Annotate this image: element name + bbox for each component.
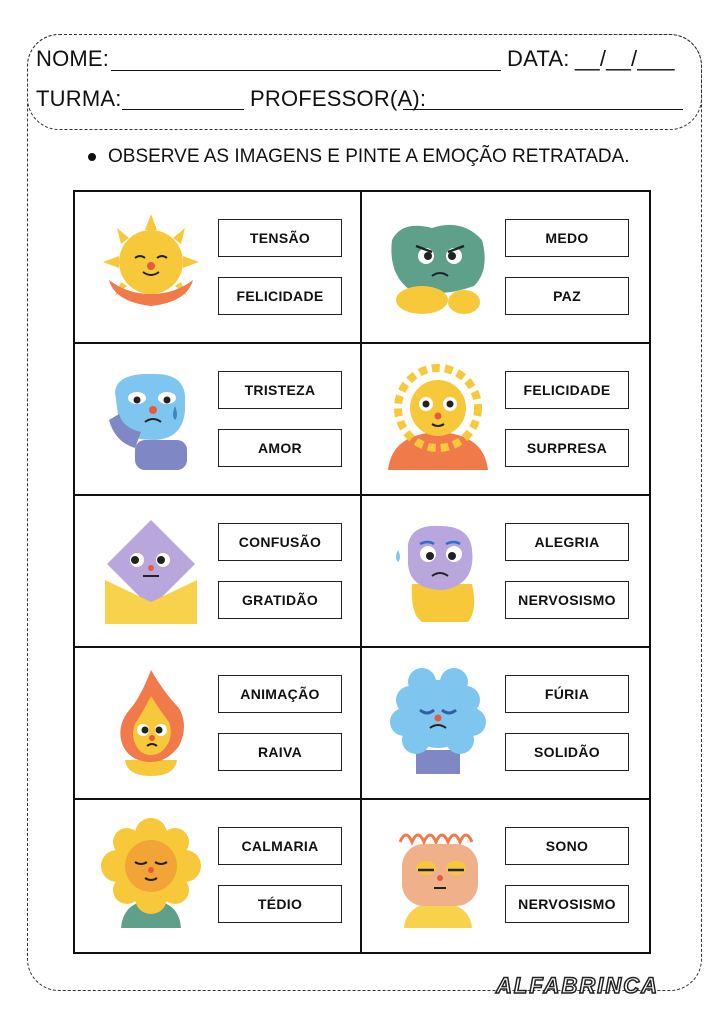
blue-crying-face-icon bbox=[95, 362, 207, 474]
emotion-cell bbox=[362, 648, 649, 800]
option-button[interactable]: RAIVA bbox=[218, 733, 342, 771]
emotion-cell bbox=[362, 344, 649, 496]
yellow-surprised-face-icon bbox=[382, 362, 494, 474]
option-button[interactable]: FÚRIA bbox=[505, 675, 629, 713]
option-button[interactable]: MEDO bbox=[505, 219, 629, 257]
blue-cloud-face-icon bbox=[382, 666, 494, 778]
option-button[interactable]: FELICIDADE bbox=[505, 371, 629, 409]
option-button[interactable]: SURPRESA bbox=[505, 429, 629, 467]
flame-face-icon bbox=[95, 666, 207, 778]
green-blob-angry-face-icon bbox=[382, 210, 494, 322]
option-button[interactable]: ALEGRIA bbox=[505, 523, 629, 561]
option-button[interactable]: ANIMAÇÃO bbox=[218, 675, 342, 713]
purple-nervous-face-icon bbox=[382, 514, 494, 626]
option-button[interactable]: SONO bbox=[505, 827, 629, 865]
option-button[interactable]: PAZ bbox=[505, 277, 629, 315]
emotion-cell bbox=[75, 800, 362, 952]
purple-diamond-face-icon bbox=[95, 514, 207, 626]
option-button[interactable]: SOLIDÃO bbox=[505, 733, 629, 771]
option-button[interactable]: TENSÃO bbox=[218, 219, 342, 257]
emotion-cell bbox=[362, 800, 649, 952]
emotion-cell bbox=[75, 496, 362, 648]
nome-label: NOME: bbox=[36, 46, 110, 71]
data-label: DATA: bbox=[507, 46, 570, 71]
professor-label: PROFESSOR(A): bbox=[250, 86, 427, 111]
sleepy-face-icon bbox=[382, 818, 494, 930]
professor-field[interactable] bbox=[403, 109, 683, 110]
option-button[interactable]: TRISTEZA bbox=[218, 371, 342, 409]
option-button[interactable]: FELICIDADE bbox=[218, 277, 342, 315]
turma-label: TURMA: bbox=[36, 86, 122, 111]
option-button[interactable]: AMOR bbox=[218, 429, 342, 467]
sun-face-icon bbox=[95, 210, 207, 322]
nome-field[interactable] bbox=[111, 70, 501, 71]
bullet-icon bbox=[88, 153, 96, 161]
option-button[interactable]: NERVOSISMO bbox=[505, 885, 629, 923]
option-button[interactable]: TÉDIO bbox=[218, 885, 342, 923]
emotion-cell bbox=[362, 496, 649, 648]
flower-face-icon bbox=[95, 818, 207, 930]
option-button[interactable]: CONFUSÃO bbox=[218, 523, 342, 561]
emotion-cell bbox=[75, 344, 362, 496]
turma-field[interactable] bbox=[122, 109, 244, 110]
data-field[interactable]: __/__/___ bbox=[575, 46, 675, 71]
option-button[interactable]: CALMARIA bbox=[218, 827, 342, 865]
emotion-grid bbox=[73, 190, 651, 954]
instruction-text: OBSERVE AS IMAGENS E PINTE A EMOÇÃO RETRATADA. bbox=[108, 146, 630, 167]
brand-logo: ALFABRINCA bbox=[496, 973, 659, 998]
emotion-cell bbox=[75, 192, 362, 344]
emotion-cell bbox=[75, 648, 362, 800]
option-button[interactable]: NERVOSISMO bbox=[505, 581, 629, 619]
option-button[interactable]: GRATIDÃO bbox=[218, 581, 342, 619]
emotion-cell bbox=[362, 192, 649, 344]
